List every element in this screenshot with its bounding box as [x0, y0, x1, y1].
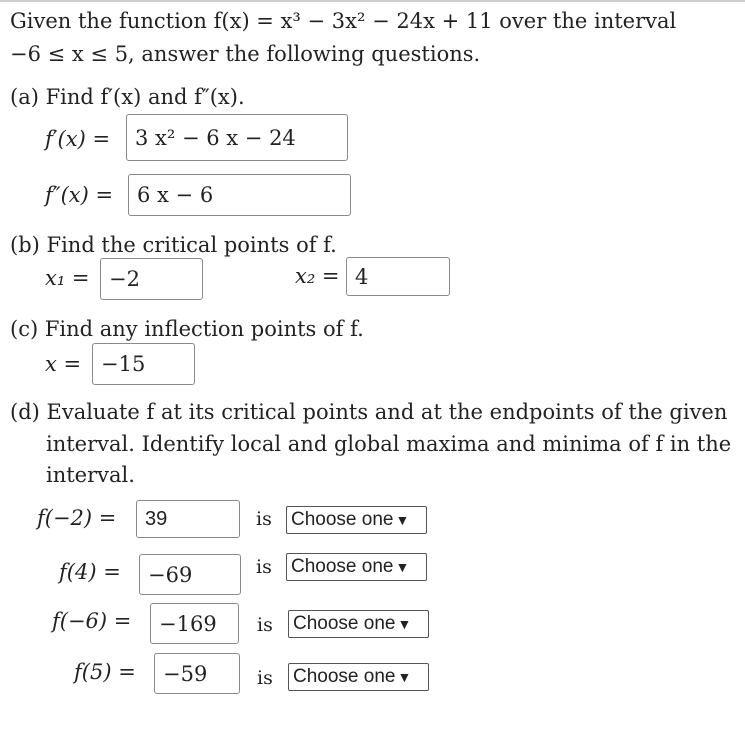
- f-neg6-is: is: [257, 614, 273, 636]
- fdoubleprime-input[interactable]: 6 x − 6: [128, 174, 351, 216]
- part-d-prompt-line2: interval. Identify local and global maxima and minima of f in the: [46, 432, 732, 456]
- f-neg2-select-label: Choose one: [291, 509, 394, 530]
- x1-label: x₁ =: [45, 266, 90, 290]
- f-neg6-select-label: Choose one: [293, 613, 396, 634]
- x2-input[interactable]: 4: [346, 257, 450, 296]
- problem-intro-line1: Given the function f(x) = x³ − 3x² − 24x + 11 over the interval: [10, 9, 677, 33]
- fprime-input[interactable]: 3 x² − 6 x − 24: [126, 114, 348, 161]
- problem-intro-line2: −6 ≤ x ≤ 5, answer the following questions.: [10, 42, 481, 66]
- part-b-prompt: (b) Find the critical points of f.: [10, 233, 337, 257]
- chevron-down-icon: ▼: [395, 559, 410, 575]
- f-neg2-input[interactable]: 39: [136, 500, 240, 538]
- part-a-prompt: (a) Find f′(x) and f″(x).: [10, 85, 245, 109]
- f-5-is: is: [257, 667, 273, 689]
- f-neg2-is: is: [256, 508, 272, 530]
- f-neg6-select[interactable]: [288, 610, 429, 638]
- x2-label: x₂ =: [295, 264, 340, 288]
- inflection-x-label: x =: [45, 352, 82, 376]
- fprime-label: f′(x) =: [45, 127, 111, 151]
- f-5-select[interactable]: [288, 663, 429, 691]
- chevron-down-icon: ▼: [397, 616, 412, 632]
- f-neg2-label: f(−2) =: [37, 506, 117, 530]
- f-5-select-label: Choose one: [293, 666, 396, 687]
- f-4-select[interactable]: [286, 553, 427, 581]
- f-4-input[interactable]: −69: [139, 554, 241, 595]
- inflection-x-input[interactable]: −15: [92, 343, 195, 385]
- f-5-label: f(5) =: [74, 660, 136, 684]
- f-neg6-input[interactable]: −169: [150, 603, 239, 644]
- f-neg6-label: f(−6) =: [52, 609, 132, 633]
- f-5-input[interactable]: −59: [154, 653, 240, 694]
- fdoubleprime-label: f″(x) =: [45, 183, 114, 207]
- chevron-down-icon: ▼: [397, 669, 412, 685]
- f-neg2-select[interactable]: [286, 506, 427, 534]
- x1-input[interactable]: −2: [100, 258, 203, 300]
- f-4-is: is: [256, 556, 272, 578]
- part-d-prompt-line3: interval.: [46, 463, 135, 487]
- top-divider: [0, 0, 745, 2]
- chevron-down-icon: ▼: [395, 512, 410, 528]
- part-c-prompt: (c) Find any inflection points of f.: [10, 317, 364, 341]
- f-4-select-label: Choose one: [291, 556, 394, 577]
- f-4-label: f(4) =: [59, 560, 121, 584]
- part-d-prompt-line1: (d) Evaluate f at its critical points and at the endpoints of the given: [10, 400, 728, 424]
